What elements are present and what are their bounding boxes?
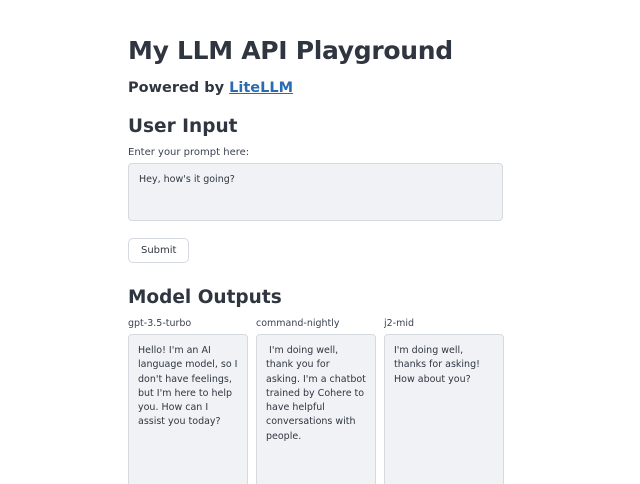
user-input-heading: User Input	[128, 116, 238, 137]
page-title: My LLM API Playground	[128, 36, 453, 65]
output-text-gpt-3-5-turbo[interactable]	[128, 334, 248, 484]
output-column-command-nightly	[256, 318, 376, 484]
output-label-j2-mid: j2-mid	[384, 318, 415, 329]
output-text-j2-mid[interactable]	[384, 334, 504, 484]
submit-button[interactable]: Submit	[128, 238, 189, 263]
model-outputs-row	[128, 318, 504, 484]
prompt-input[interactable]	[128, 163, 503, 221]
powered-by-prefix: Powered by	[128, 80, 230, 96]
output-column-j2-mid	[384, 318, 504, 484]
submit-row	[128, 238, 504, 263]
output-label-command-nightly: command-nightly	[256, 318, 340, 329]
litellm-link[interactable]: LiteLLM	[229, 80, 294, 96]
output-text-command-nightly[interactable]	[256, 334, 376, 484]
model-outputs-heading: Model Outputs	[128, 287, 282, 308]
output-label-gpt-3-5-turbo: gpt-3.5-turbo	[128, 318, 192, 329]
prompt-label: Enter your prompt here:	[128, 147, 250, 158]
output-column-gpt-3-5-turbo	[128, 318, 248, 484]
powered-by-line	[128, 80, 504, 96]
